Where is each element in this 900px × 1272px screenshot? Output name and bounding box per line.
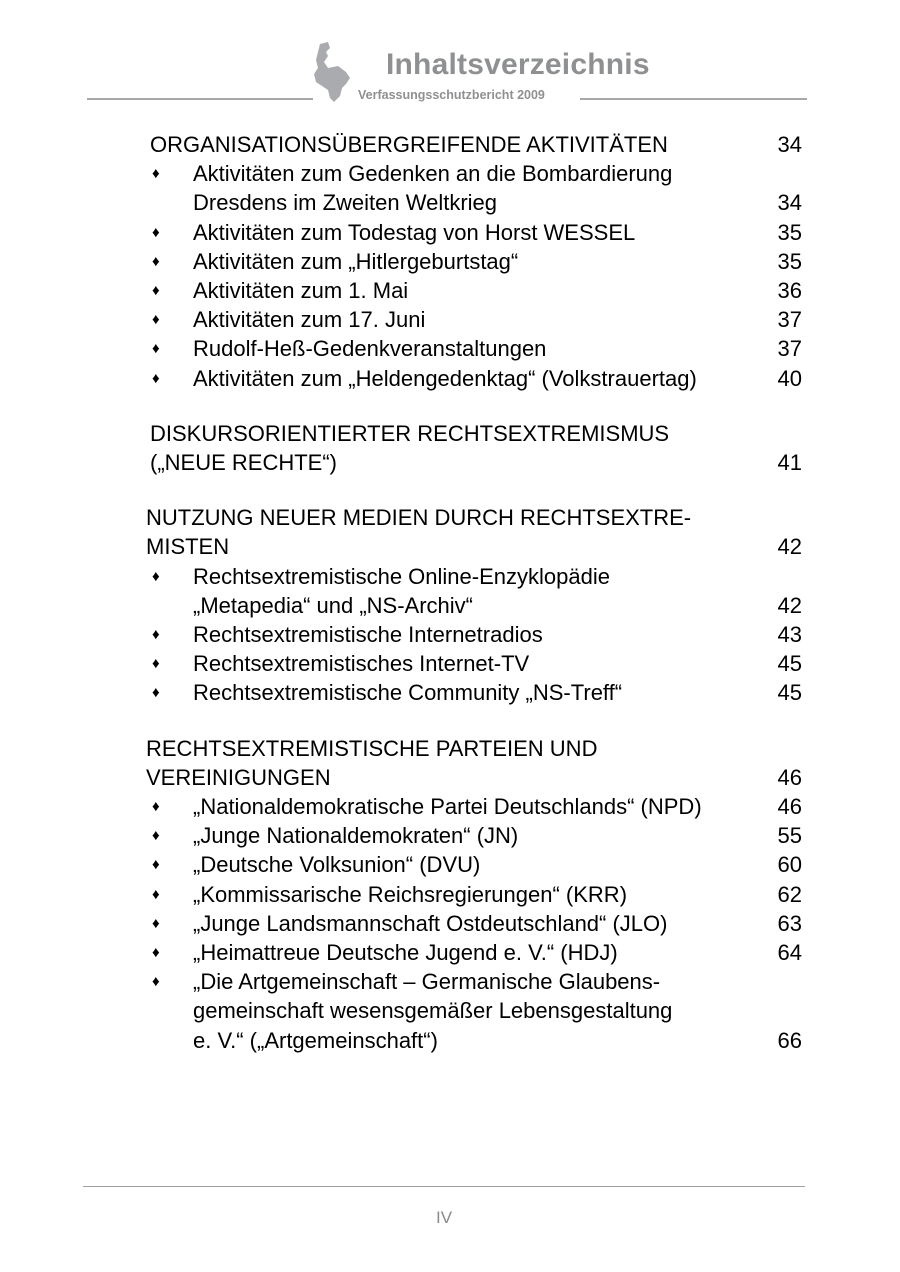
toc-entry-line: „Junge Landsmannschaft Ostdeutschland“ (JLO) [193, 910, 668, 936]
page-number: 45 [777, 651, 802, 677]
toc-entry-line: „Junge Nationaldemokraten“ (JN) [193, 823, 519, 849]
toc-entry-line: Rechtsextremistische Community „NS-Treff“ [193, 680, 623, 706]
toc-entry-line: gemeinschaft wesensgemäßer Lebensgestaltung [193, 998, 673, 1024]
toc-entry[interactable] [0, 792, 900, 821]
toc-entry-line: „Die Artgemeinschaft – Germanische Glaubens- [193, 969, 661, 995]
diamond-bullet-icon: ♦ [152, 655, 160, 673]
page-number: 62 [777, 881, 802, 907]
page-number: 46 [777, 764, 802, 790]
toc-entry[interactable] [0, 159, 900, 217]
header-subtitle: Verfassungsschutzbericht 2009 [358, 88, 545, 102]
diamond-bullet-icon: ♦ [152, 282, 160, 300]
toc-entry[interactable] [0, 678, 900, 707]
header-title: Inhaltsverzeichnis [386, 48, 650, 81]
toc-entry-line: „Kommissarische Reichsregierungen“ (KRR) [193, 881, 628, 907]
toc-entry[interactable] [0, 364, 900, 393]
toc-entry-line: Rechtsextremistische Internetradios [193, 622, 543, 648]
toc-section [0, 734, 900, 1055]
page-number: 64 [777, 940, 802, 966]
diamond-bullet-icon: ♦ [152, 626, 160, 644]
section-heading[interactable] [0, 503, 900, 561]
toc-entry-line: Rechtsextremistisches Internet-TV [193, 651, 530, 677]
header-rule-left [87, 98, 313, 100]
toc-entry-line: „Nationaldemokratische Partei Deutschlands“ (NPD) [193, 794, 702, 820]
section-heading-line: NUTZUNG NEUER MEDIEN DURCH RECHTSEXTRE- [146, 505, 692, 531]
toc-entry[interactable] [0, 880, 900, 909]
toc-entry-line: Dresdens im Zweiten Weltkrieg [193, 190, 498, 216]
diamond-bullet-icon: ♦ [152, 856, 160, 874]
toc-section [0, 419, 900, 477]
toc-entry-line: „Metapedia“ und „NS-Archiv“ [193, 592, 473, 618]
diamond-bullet-icon: ♦ [152, 165, 160, 183]
toc-entry-line: „Heimattreue Deutsche Jugend e. V.“ (HDJ) [193, 940, 618, 966]
header-rule-right [580, 98, 807, 100]
section-heading[interactable] [0, 734, 900, 792]
toc-entry[interactable] [0, 821, 900, 850]
diamond-bullet-icon: ♦ [152, 311, 160, 329]
page-number: 60 [777, 852, 802, 878]
page-number: 42 [777, 592, 802, 618]
section-heading-line: DISKURSORIENTIERTER RECHTSEXTREMISMUS [150, 420, 670, 446]
diamond-bullet-icon: ♦ [152, 914, 160, 932]
diamond-bullet-icon: ♦ [152, 885, 160, 903]
page-number: 43 [777, 622, 802, 648]
diamond-bullet-icon: ♦ [152, 827, 160, 845]
diamond-bullet-icon: ♦ [152, 223, 160, 241]
page-number: 34 [777, 190, 802, 216]
diamond-bullet-icon: ♦ [152, 369, 160, 387]
page-number: 35 [777, 248, 802, 274]
section-heading-line: VEREINIGUNGEN [146, 764, 331, 790]
section-heading[interactable] [0, 130, 900, 159]
toc-entry-line: Aktivitäten zum 17. Juni [193, 307, 426, 333]
toc-entry-line: Rechtsextremistische Online-Enzyklopädie [193, 563, 610, 589]
toc-entry-line: Aktivitäten zum Todestag von Horst WESSEL [193, 219, 636, 245]
toc-entry[interactable] [0, 967, 900, 1055]
toc-entry[interactable] [0, 276, 900, 305]
state-map-logo-icon [312, 42, 356, 104]
page-number: 37 [777, 336, 802, 362]
diamond-bullet-icon: ♦ [152, 340, 160, 358]
section-heading-line: RECHTSEXTREMISTISCHE PARTEIEN UND [146, 735, 598, 761]
footer-rule [83, 1186, 805, 1187]
toc-section [0, 130, 900, 393]
page-number: 37 [777, 307, 802, 333]
diamond-bullet-icon: ♦ [152, 567, 160, 585]
diamond-bullet-icon: ♦ [152, 684, 160, 702]
toc-section [0, 503, 900, 707]
toc-entry[interactable] [0, 620, 900, 649]
page-number: 55 [777, 823, 802, 849]
section-heading-line: ORGANISATIONSÜBERGREIFENDE AKTIVITÄTEN [150, 132, 668, 157]
toc-entry[interactable] [0, 247, 900, 276]
toc-entry-line: Aktivitäten zum „Heldengedenktag“ (Volkstrauertag) [193, 365, 697, 391]
diamond-bullet-icon: ♦ [152, 252, 160, 270]
toc-entry[interactable] [0, 562, 900, 620]
toc-entry[interactable] [0, 909, 900, 938]
page-number: 42 [777, 534, 802, 560]
toc-entry[interactable] [0, 938, 900, 967]
toc-entry[interactable] [0, 850, 900, 879]
page-number: 40 [777, 365, 802, 391]
toc-entry-line: Aktivitäten zum „Hitlergeburtstag“ [193, 248, 519, 274]
diamond-bullet-icon: ♦ [152, 798, 160, 816]
page-number: 66 [777, 1027, 802, 1053]
toc-entry-line: „Deutsche Volksunion“ (DVU) [193, 852, 481, 878]
page-number: 35 [777, 219, 802, 245]
page-number: 41 [777, 450, 802, 476]
diamond-bullet-icon: ♦ [152, 973, 160, 991]
toc-entry-line: e. V.“ („Artgemeinschaft“) [193, 1027, 438, 1053]
toc-entry[interactable] [0, 218, 900, 247]
page-number: 63 [777, 910, 802, 936]
toc-entry[interactable] [0, 649, 900, 678]
toc-entry-line: Rudolf-Heß-Gedenkveranstaltungen [193, 336, 547, 362]
footer-page-number: IV [435, 1208, 453, 1227]
section-heading[interactable] [0, 419, 900, 477]
page-number: 34 [777, 132, 802, 157]
table-of-contents [0, 130, 900, 1081]
toc-entry-line: Aktivitäten zum 1. Mai [193, 278, 409, 304]
page-number: 36 [777, 278, 802, 304]
section-heading-line: MISTEN [146, 534, 230, 560]
diamond-bullet-icon: ♦ [152, 944, 160, 962]
page-number: 46 [777, 794, 802, 820]
toc-entry-line: Aktivitäten zum Gedenken an die Bombardierung [193, 161, 673, 187]
section-heading-line: („NEUE RECHTE“) [150, 450, 337, 476]
toc-entry[interactable] [0, 305, 900, 334]
page-number: 45 [777, 680, 802, 706]
toc-entry[interactable] [0, 334, 900, 363]
